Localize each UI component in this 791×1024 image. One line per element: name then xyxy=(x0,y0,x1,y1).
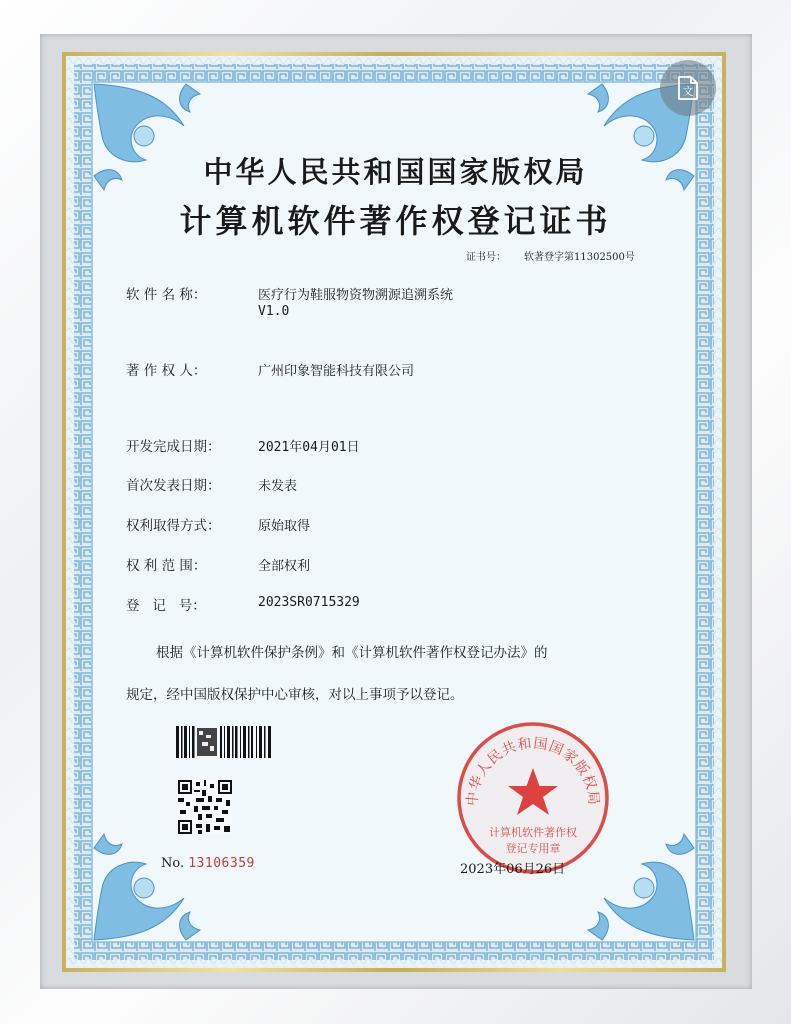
statement-line-1: 根据《计算机软件保护条例》和《计算机软件著作权登记办法》的 xyxy=(156,645,548,661)
field-label: 开发完成日期： xyxy=(126,439,221,455)
seal-outer-text: 中华人民共和国国家版权局 xyxy=(464,735,602,807)
field-label: 权利取得方式： xyxy=(126,518,221,534)
field-label: 软 件 名 称： xyxy=(126,287,207,303)
serial-value: 13106359 xyxy=(188,856,255,871)
certificate-number-value: 软著登字第11302500号 xyxy=(524,252,635,263)
certificate-title: 计算机软件著作权登记证书 xyxy=(179,202,612,240)
field-label: 权 利 范 围： xyxy=(126,558,207,574)
field-value: V1.0 xyxy=(258,304,290,319)
translate-button[interactable] xyxy=(660,60,716,116)
translate-icon xyxy=(673,73,703,103)
field-label: 著 作 权 人： xyxy=(126,363,207,379)
guilloche-border xyxy=(66,56,722,968)
seal-inner-line-2: 登记专用章 xyxy=(505,842,561,855)
issue-date: 2023年06月26日 xyxy=(460,862,566,877)
field-value: 全部权利 xyxy=(258,559,311,574)
statement-line-2: 规定，经中国版权保护中心审核，对以上事项予以登记。 xyxy=(126,687,464,703)
serial-prefix: No. xyxy=(161,856,185,871)
certificate-number xyxy=(466,248,653,263)
seal-inner-line-1: 计算机软件著作权 xyxy=(489,826,577,839)
serial-number xyxy=(161,856,255,871)
qr-code xyxy=(178,780,232,834)
field-value: 2021年04月01日 xyxy=(258,440,360,455)
official-seal xyxy=(453,718,613,878)
field-value: 未发表 xyxy=(258,479,298,494)
field-value: 广州印象智能科技有限公司 xyxy=(258,364,415,379)
field-label: 登 记 号： xyxy=(126,598,206,614)
barcode xyxy=(176,726,274,758)
field-value: 2023SR0715329 xyxy=(258,595,360,610)
field-value: 原始取得 xyxy=(258,519,311,534)
certificate-number-label: 证书号： xyxy=(466,252,506,263)
field-value: 医疗行为鞋服物资物溯源追溯系统 xyxy=(258,288,454,303)
certificate-paper xyxy=(66,56,722,968)
issuing-authority: 中华人民共和国国家版权局 xyxy=(203,155,588,189)
svg-text:文: 文 xyxy=(682,85,694,98)
field-label: 首次发表日期： xyxy=(126,478,221,494)
